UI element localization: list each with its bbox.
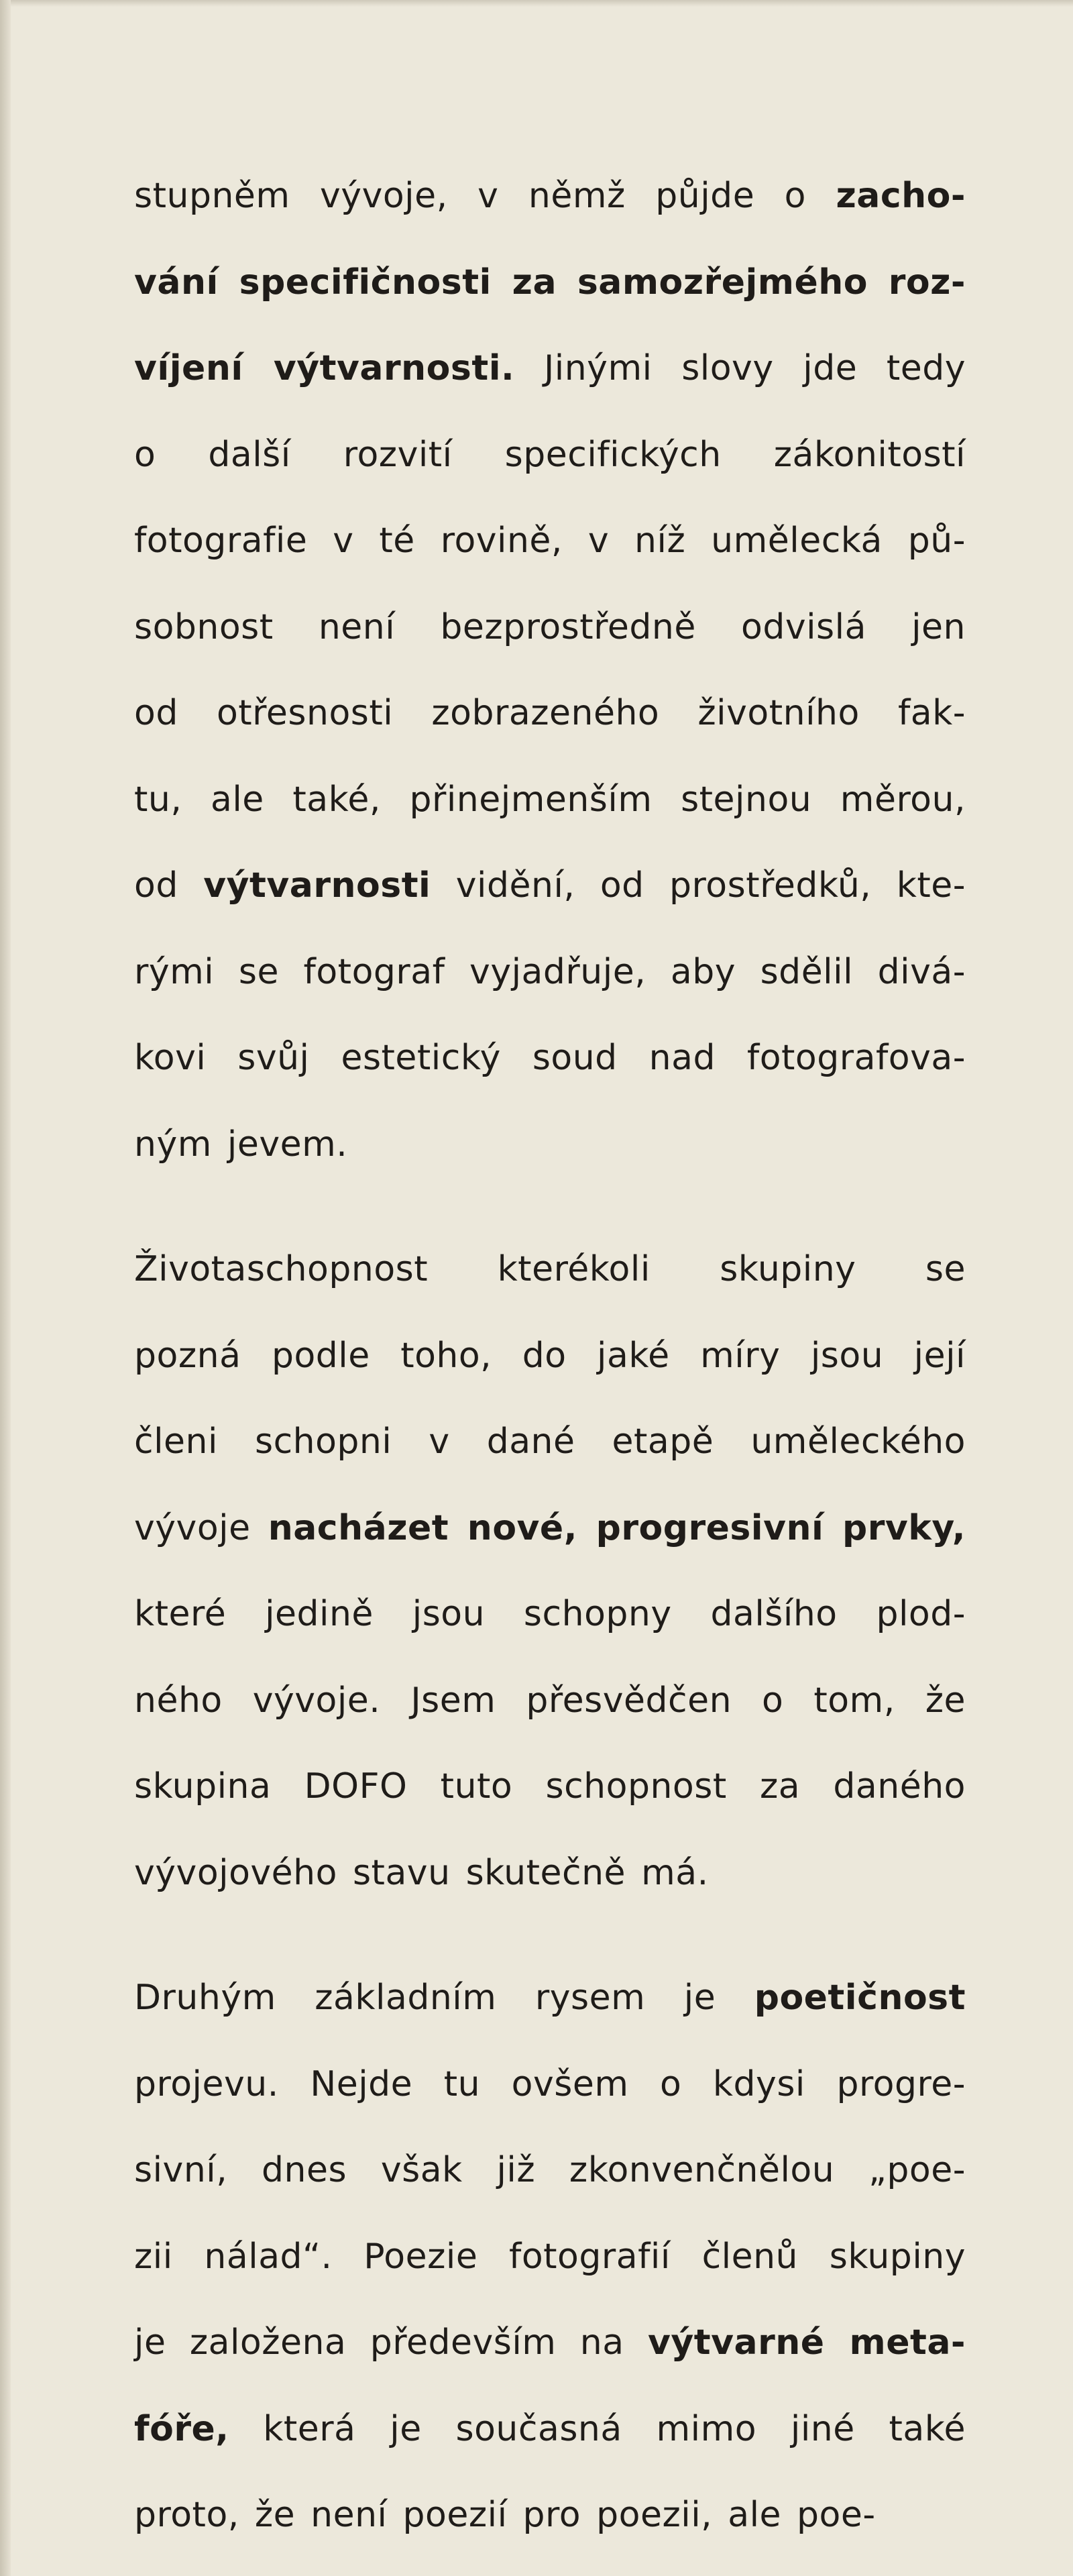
bold-text-run: zacho- bbox=[836, 176, 966, 216]
text-run: pozná podle toho, do jaké míry jsou její bbox=[134, 1335, 966, 1376]
text-line bbox=[134, 929, 966, 1016]
text-run: projevu. Nejde tu ovšem o kdysi progre- bbox=[134, 2063, 966, 2104]
text-line bbox=[134, 670, 966, 757]
text-run: rými se fotograf vyjadřuje, aby sdělil divá- bbox=[134, 951, 966, 992]
text-run: Životaschopnost kterékoli skupiny se bbox=[134, 1249, 966, 1289]
text-line bbox=[134, 1743, 966, 1830]
text-run: od bbox=[134, 865, 204, 906]
page-top-edge bbox=[0, 0, 1073, 7]
bold-text-run: víjení výtvarnosti. bbox=[134, 348, 515, 388]
text-run: o další rozvití specifických zákonitostí bbox=[134, 434, 966, 475]
bold-text-run: poetičnost bbox=[754, 1978, 966, 2018]
paragraph bbox=[134, 1226, 966, 1916]
text-run: stupněm vývoje, v němž půjde o bbox=[134, 176, 836, 216]
text-line bbox=[134, 1658, 966, 1744]
text-line bbox=[134, 2472, 966, 2559]
body-text bbox=[134, 153, 966, 2559]
paragraph bbox=[134, 153, 966, 1187]
bold-text-run: nacházet nové, progresivní prvky, bbox=[268, 1507, 966, 1548]
paragraph bbox=[134, 1955, 966, 2559]
text-line bbox=[134, 1955, 966, 2041]
text-line bbox=[134, 843, 966, 929]
text-run: vývoje bbox=[134, 1507, 268, 1548]
text-line bbox=[134, 1102, 966, 1188]
text-run: ným jevem. bbox=[134, 1124, 348, 1165]
text-run: zii nálad“. Poezie fotografií členů skupiny bbox=[134, 2236, 966, 2277]
text-line bbox=[134, 1399, 966, 1485]
text-line bbox=[134, 757, 966, 843]
text-line bbox=[134, 1015, 966, 1102]
bold-text-run: fóře, bbox=[134, 2408, 229, 2449]
text-run: které jedině jsou schopny dalšího plod- bbox=[134, 1594, 966, 1634]
text-run: je založena především na bbox=[134, 2322, 648, 2363]
text-line bbox=[134, 153, 966, 239]
text-line bbox=[134, 239, 966, 326]
text-line bbox=[134, 1313, 966, 1399]
text-line bbox=[134, 1485, 966, 1572]
text-line bbox=[134, 325, 966, 412]
text-line bbox=[134, 412, 966, 498]
text-run: sivní, dnes však již zkonvenčnělou „poe- bbox=[134, 2150, 966, 2190]
bold-text-run: výtvarnosti bbox=[203, 865, 431, 906]
text-line bbox=[134, 1830, 966, 1917]
bold-text-run: výtvarné meta- bbox=[648, 2322, 966, 2363]
text-run: od otřesnosti zobrazeného životního fak- bbox=[134, 693, 966, 733]
text-line bbox=[134, 2041, 966, 2128]
text-run: vidění, od prostředků, kte- bbox=[431, 865, 966, 906]
text-line bbox=[134, 1571, 966, 1658]
text-run: skupina DOFO tuto schopnost za daného bbox=[134, 1766, 966, 1807]
text-line bbox=[134, 1226, 966, 1313]
paragraph-gap bbox=[134, 1187, 966, 1226]
text-run: která je současná mimo jiné také bbox=[229, 2408, 966, 2449]
text-line bbox=[134, 498, 966, 584]
bold-text-run: vání specifičnosti za samozřejmého roz- bbox=[134, 262, 966, 303]
text-run: proto, že není poezií pro poezii, ale poe- bbox=[134, 2495, 876, 2535]
page-left-edge bbox=[0, 0, 11, 2576]
text-line bbox=[134, 584, 966, 671]
text-run: fotografie v té rovině, v níž umělecká pů- bbox=[134, 521, 966, 561]
text-run: Druhým základním rysem je bbox=[134, 1978, 754, 2018]
text-run: kovi svůj estetický soud nad fotografova- bbox=[134, 1038, 966, 1078]
text-line bbox=[134, 2300, 966, 2386]
text-run: vývojového stavu skutečně má. bbox=[134, 1852, 709, 1893]
text-line bbox=[134, 2386, 966, 2473]
text-run: členi schopni v dané etapě uměleckého bbox=[134, 1421, 966, 1462]
text-line bbox=[134, 2214, 966, 2300]
text-line bbox=[134, 2127, 966, 2214]
text-run: sobnost není bezprostředně odvislá jen bbox=[134, 606, 966, 647]
text-run: Jinými slovy jde tedy bbox=[514, 348, 966, 388]
paragraph-gap bbox=[134, 1916, 966, 1955]
text-run: tu, ale také, přinejmenším stejnou měrou, bbox=[134, 779, 966, 820]
text-run: ného vývoje. Jsem přesvědčen o tom, že bbox=[134, 1680, 966, 1721]
